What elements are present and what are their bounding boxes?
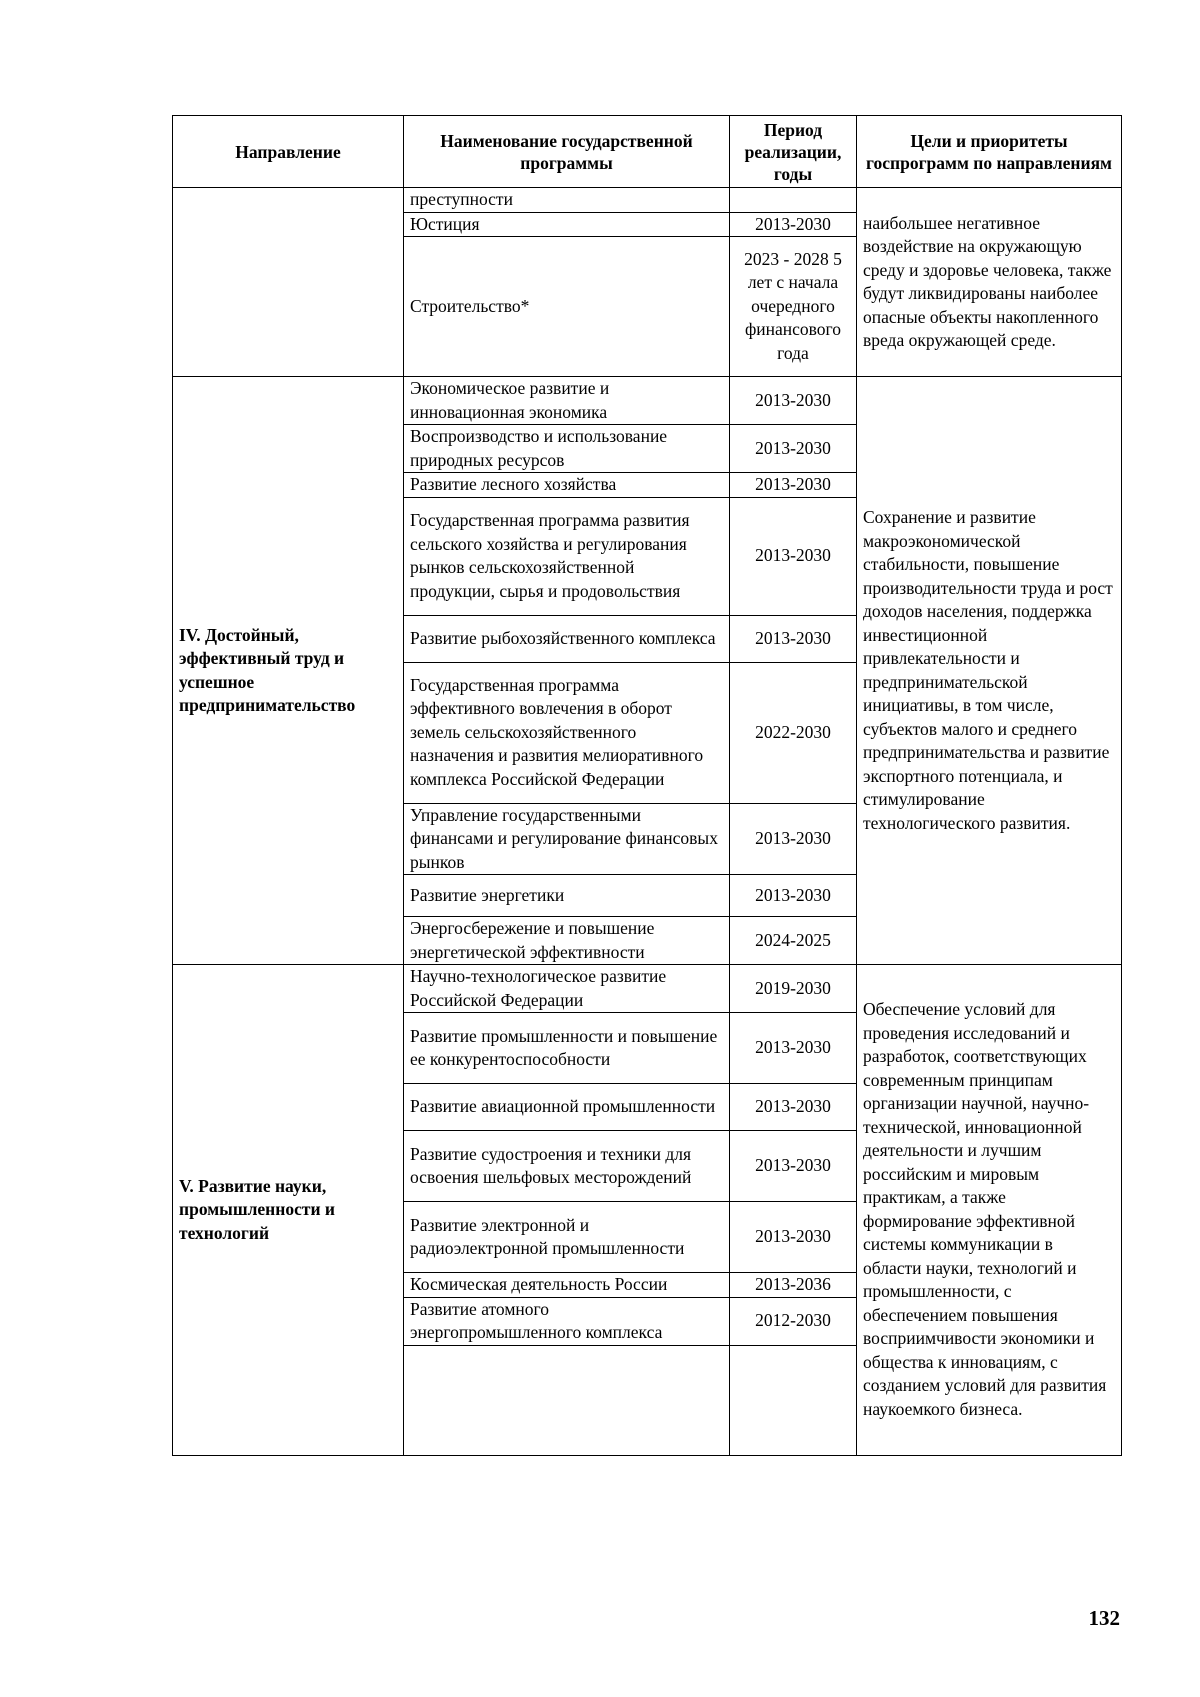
program-name: Развитие лесного хозяйства [404, 473, 730, 498]
header-direction: Направление [173, 116, 404, 188]
program-name: преступности [404, 188, 730, 213]
page-number: 132 [1088, 1606, 1120, 1630]
program-period [730, 188, 857, 213]
direction-cell-empty [173, 188, 404, 377]
program-period: 2013-2030 [730, 212, 857, 237]
program-period: 2023 - 2028 5 лет с начала очередного финансового года [730, 237, 857, 377]
program-name: Развитие авиационной промышленности [404, 1084, 730, 1131]
program-name: Государственная программа развития сельского хозяйства и регулирования рынков сельскохозяйственной продукции, сырья и продовольствия [404, 497, 730, 615]
program-name: Развитие атомного энергопромышленного комплекса [404, 1297, 730, 1345]
program-name: Развитие промышленности и повышение ее конкурентоспособности [404, 1013, 730, 1084]
program-period: 2013-2030 [730, 1202, 857, 1273]
program-period: 2013-2030 [730, 615, 857, 662]
table-row [173, 188, 1122, 213]
direction-cell: IV. Достойный, эффективный труд и успешное предпринимательство [173, 377, 404, 965]
goal-cell: наибольшее негативное воздействие на окружающую среду и здоровье человека, также будут ликвидированы наиболее опасные объекты накопленного вреда окружающей среде. [857, 188, 1122, 377]
header-row [173, 116, 1122, 188]
table-row [173, 377, 1122, 425]
program-name: Государственная программа эффективного вовлечения в оборот земель сельскохозяйственного назначения и развития мелиоративного комплекса Российской Федерации [404, 662, 730, 803]
direction-cell: V. Развитие науки, промышленности и технологий [173, 965, 404, 1456]
program-period: 2013-2030 [730, 1084, 857, 1131]
program-name: Космическая деятельность России [404, 1273, 730, 1298]
program-name: Научно-технологическое развитие Российской Федерации [404, 965, 730, 1013]
program-period: 2013-2030 [730, 425, 857, 473]
program-period: 2013-2030 [730, 497, 857, 615]
program-name: Экономическое развитие и инновационная экономика [404, 377, 730, 425]
program-period-empty [730, 1345, 857, 1455]
programs-table [172, 115, 1122, 1456]
program-name: Управление государственными финансами и регулирование финансовых рынков [404, 803, 730, 875]
program-name: Воспроизводство и использование природных ресурсов [404, 425, 730, 473]
header-goals: Цели и приоритеты госпрограмм по направлениям [857, 116, 1122, 188]
program-name: Энергосбережение и повышение энергетической эффективности [404, 917, 730, 965]
header-period: Период реализации, годы [730, 116, 857, 188]
program-period: 2013-2030 [730, 875, 857, 917]
program-period: 2019-2030 [730, 965, 857, 1013]
program-name: Юстиция [404, 212, 730, 237]
goal-cell: Сохранение и развитие макроэкономической стабильности, повышение производительности труда и рост доходов населения, поддержка инвестиционной привлекательности и предпринимательской инициативы, в том числе, субъектов малого и среднего предпринимательства и развитие экспортного потенциала, и стимулирование технологического развития. [857, 377, 1122, 965]
program-name: Развитие энергетики [404, 875, 730, 917]
program-name: Строительство* [404, 237, 730, 377]
program-period: 2013-2030 [730, 1013, 857, 1084]
program-period: 2012-2030 [730, 1297, 857, 1345]
program-period: 2022-2030 [730, 662, 857, 803]
program-period: 2013-2030 [730, 377, 857, 425]
program-period: 2024-2025 [730, 917, 857, 965]
program-name-empty [404, 1345, 730, 1455]
table-row [173, 965, 1122, 1013]
program-name: Развитие электронной и радиоэлектронной промышленности [404, 1202, 730, 1273]
program-period: 2013-2030 [730, 1131, 857, 1202]
header-program-name: Наименование государственной программы [404, 116, 730, 188]
program-name: Развитие рыбохозяйственного комплекса [404, 615, 730, 662]
program-name: Развитие судостроения и техники для освоения шельфовых месторождений [404, 1131, 730, 1202]
goal-cell: Обеспечение условий для проведения исследований и разработок, соответствующих современным принципам организации научной, научно-технической, инновационной деятельности и лучшим российским и мировым практикам, а также формирование эффективной системы коммуникации в области науки, технологий и промышленности, с обеспечением повышения восприимчивости экономики и общества к инновациям, с созданием условий для развития наукоемкого бизнеса. [857, 965, 1122, 1456]
program-period: 2013-2036 [730, 1273, 857, 1298]
program-period: 2013-2030 [730, 803, 857, 875]
program-period: 2013-2030 [730, 473, 857, 498]
